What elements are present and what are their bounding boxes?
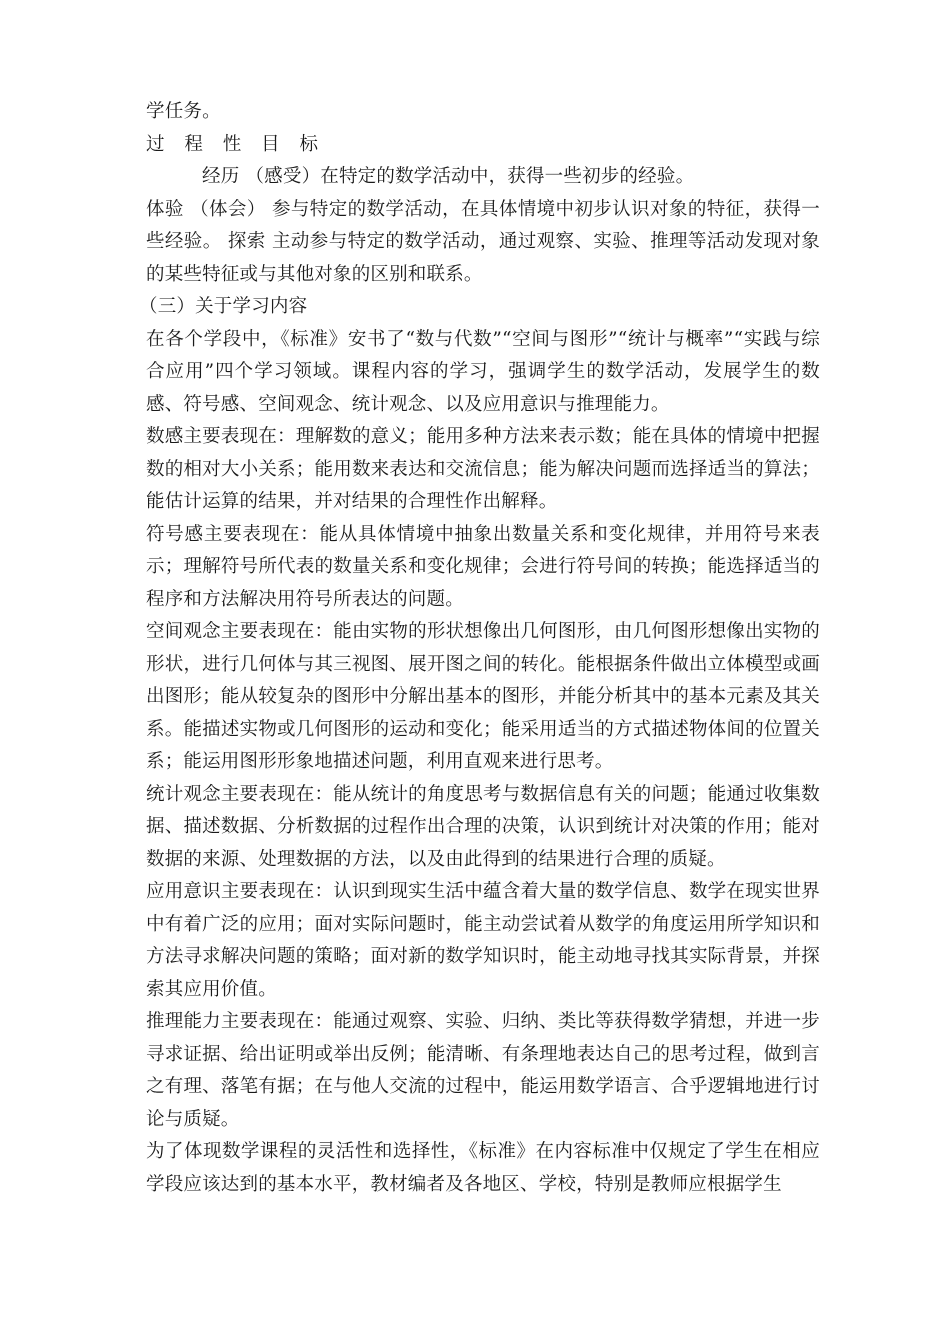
section-heading-learning-content: （三）关于学习内容 — [139, 296, 308, 317]
document-page — [139, 96, 820, 1201]
paragraph-continuation: 学任务。 — [146, 101, 221, 122]
paragraph-learning-domains: 在各个学段中，《标准》安书了“数与代数”“空间与图形”“统计与概率”“实践与综合应用”四个学习领域。课程内容的学习，强调学生的数学活动，发展学生的数感、符号感、空间观念、统计观念、以及应用意识与推理能力。 — [146, 328, 820, 415]
paragraph-experience: 经历 （感受）在特定的数学活动中，获得一些初步的经验。 — [202, 166, 695, 187]
paragraph-reasoning-ability: 推理能力主要表现在：能通过观察、实验、归纳、类比等获得数学猜想，并进一步寻求证据、给出证明或举出反例；能清晰、有条理地表达自己的思考过程，做到言之有理、落笔有据；在与他人交流的过程中，能运用数学语言、合乎逻辑地进行讨论与质疑。 — [146, 1011, 820, 1130]
paragraph-application-awareness: 应用意识主要表现在：认识到现实生活中蕴含着大量的数学信息、数学在现实世界中有着广泛的应用；面对实际问题时，能主动尝试着从数学的角度运用所学知识和方法寻求解决问题的策略；面对新的数学知识时，能主动地寻找其实际背景，并探索其应用价值。 — [146, 881, 820, 1000]
paragraph-spatial-concept: 空间观念主要表现在：能由实物的形状想像出几何图形，由几何图形想像出实物的形状，进行几何体与其三视图、展开图之间的转化。能根据条件做出立体模型或画出图形；能从较复杂的图形中分解出基本的图形，并能分析其中的基本元素及其关系。能描述实物或几何图形的运动和变化；能采用适当的方式描述物体间的位置关系；能运用图形形象地描述问题，利用直观来进行思考。 — [146, 621, 820, 772]
paragraph-symbol-sense: 符号感主要表现在：能从具体情境中抽象出数量关系和变化规律，并用符号来表示；理解符号所代表的数量关系和变化规律；会进行符号间的转换；能选择适当的程序和方法解决用符号所表达的问题。 — [146, 523, 820, 610]
paragraph-flexibility: 为了体现数学课程的灵活性和选择性，《标准》在内容标准中仅规定了学生在相应学段应该达到的基本水平，教材编者及各地区、学校，特别是教师应根据学生 — [146, 1141, 820, 1195]
heading-process-goals: 过 程 性 目 标 — [146, 133, 326, 155]
paragraph-number-sense: 数感主要表现在：理解数的意义；能用多种方法来表示数；能在具体的情境中把握数的相对大小关系；能用数来表达和交流信息；能为解决问题而选择适当的算法；能估计运算的结果，并对结果的合理性作出解释。 — [146, 426, 820, 512]
paragraph-experience-explore: 体验 （体会） 参与特定的数学活动，在具体情境中初步认识对象的特征，获得一些经验。 探索 主动参与特定的数学活动，通过观察、实验、推理等活动发现对象的某些特征或与其他对象的区别和联系。 — [146, 198, 820, 285]
paragraph-statistics-concept: 统计观念主要表现在：能从统计的角度思考与数据信息有关的问题；能通过收集数据、描述数据、分析数据的过程作出合理的决策，认识到统计对决策的作用；能对数据的来源、处理数据的方法，以及由此得到的结果进行合理的质疑。 — [146, 783, 820, 870]
